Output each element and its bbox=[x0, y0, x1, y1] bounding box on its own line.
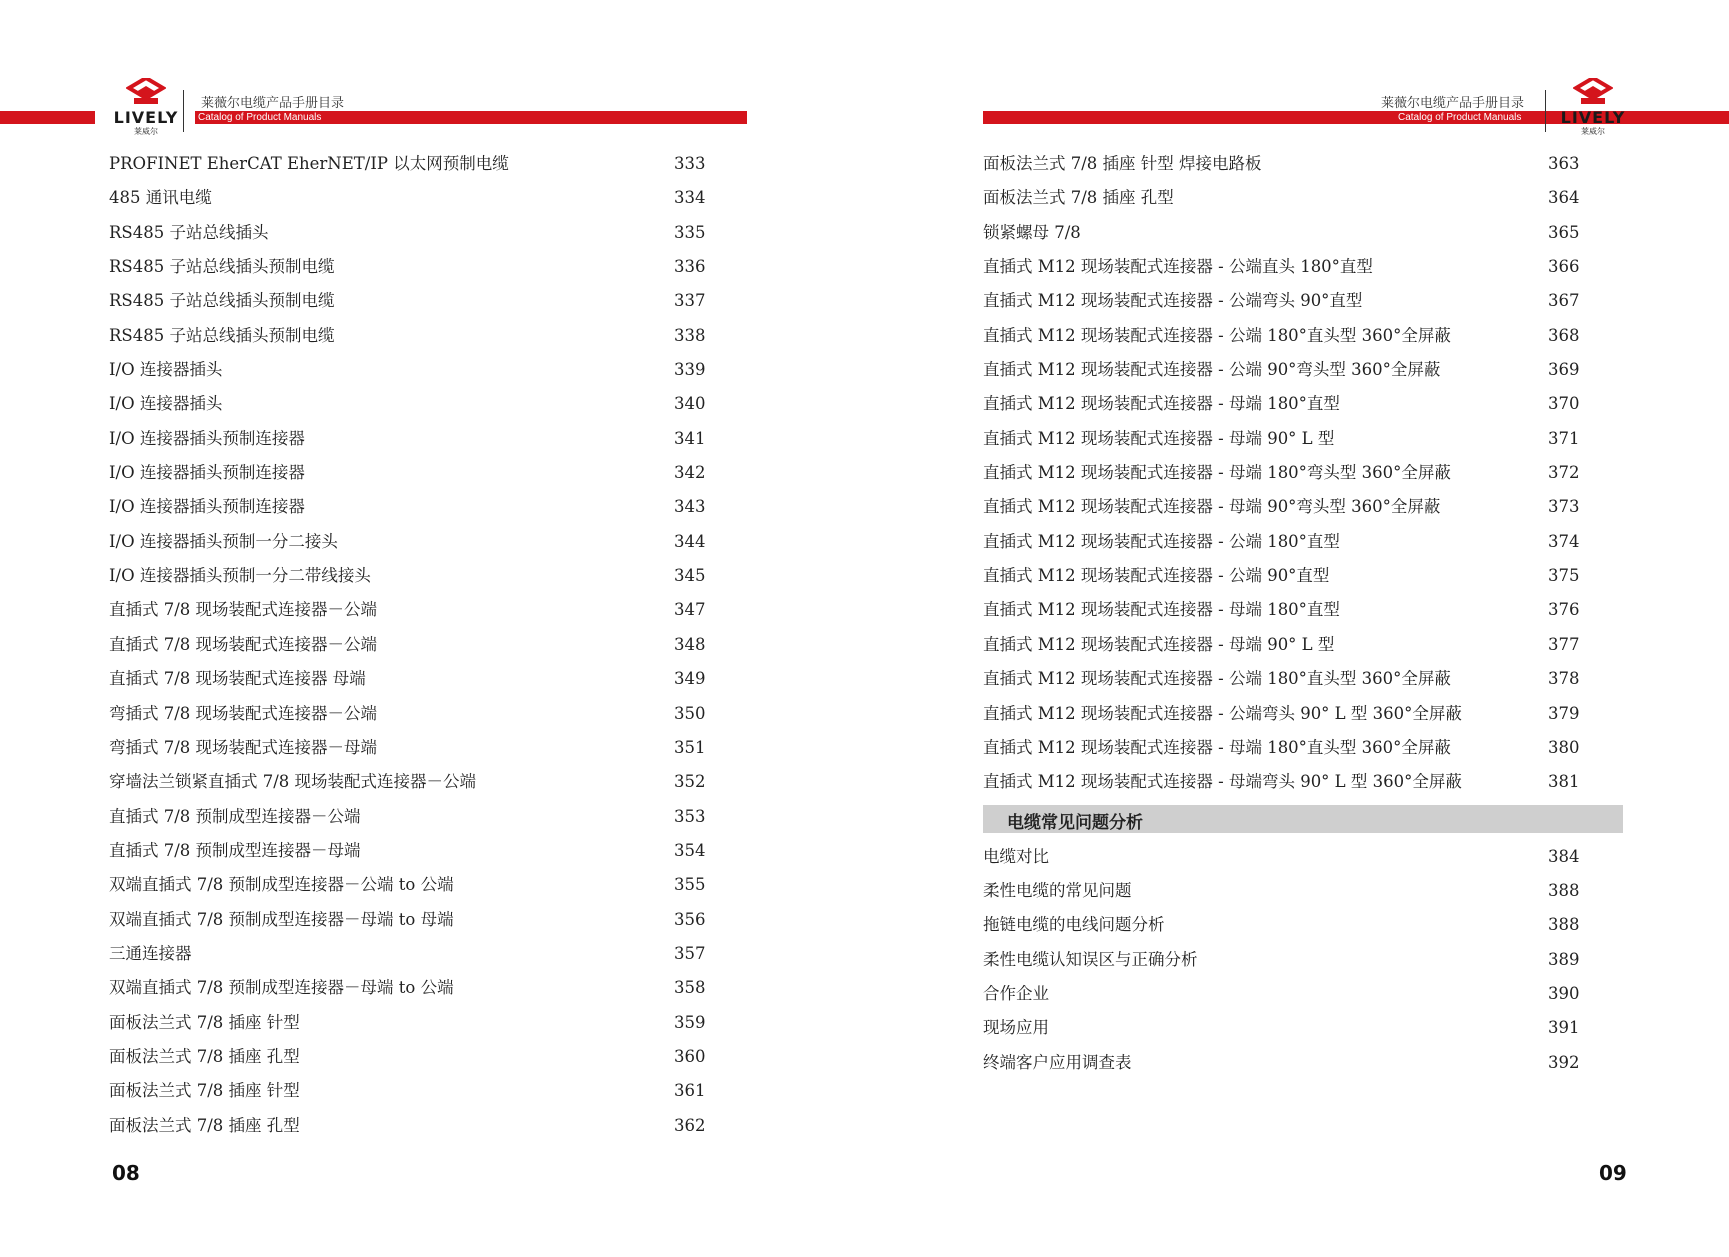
toc-entry-title: 面板法兰式 7/8 插座 针型 bbox=[109, 1012, 300, 1032]
logo-word: LIVELY bbox=[1560, 108, 1626, 127]
toc-entry-title: 面板法兰式 7/8 插座 针型 bbox=[109, 1081, 300, 1101]
toc-entry[interactable] bbox=[109, 904, 709, 938]
header-red-bar bbox=[983, 111, 1653, 124]
toc-list bbox=[109, 148, 709, 1144]
toc-entry-title: 直插式 M12 现场装配式连接器 - 母端 90° L 型 bbox=[983, 428, 1335, 448]
header-title-en: Catalog of Product Manuals bbox=[198, 112, 322, 123]
toc-entry[interactable] bbox=[983, 663, 1623, 697]
toc-entry-page: 340 bbox=[674, 394, 706, 414]
toc-entry-page: 359 bbox=[674, 1012, 706, 1032]
toc-entry-page: 343 bbox=[674, 497, 706, 517]
toc-entry-page: 337 bbox=[674, 291, 706, 311]
toc-entry-page: 354 bbox=[674, 840, 706, 860]
toc-entry[interactable] bbox=[983, 491, 1623, 525]
toc-entry[interactable] bbox=[109, 285, 709, 319]
toc-entry-title: 直插式 7/8 现场装配式连接器 母端 bbox=[109, 669, 366, 689]
toc-entry[interactable] bbox=[109, 182, 709, 216]
toc-entry[interactable] bbox=[109, 938, 709, 972]
toc-list bbox=[983, 148, 1623, 1081]
toc-entry-title: 直插式 7/8 预制成型连接器－公端 bbox=[109, 806, 361, 826]
toc-entry-title: 终端客户应用调查表 bbox=[983, 1052, 1132, 1072]
toc-entry-page: 371 bbox=[1548, 428, 1580, 448]
toc-entry[interactable] bbox=[983, 285, 1623, 319]
right-page bbox=[865, 0, 1729, 1257]
toc-entry-title: RS485 子站总线插头预制电缆 bbox=[109, 291, 335, 311]
toc-entry-title: 面板法兰式 7/8 插座 孔型 bbox=[109, 1115, 300, 1135]
toc-entry[interactable] bbox=[983, 875, 1623, 909]
toc-entry-title: 直插式 M12 现场装配式连接器 - 母端 180°直头型 360°全屏蔽 bbox=[983, 737, 1451, 757]
toc-entry[interactable] bbox=[983, 320, 1623, 354]
toc-entry-title: 面板法兰式 7/8 插座 孔型 bbox=[109, 1046, 300, 1066]
brand-logo bbox=[1555, 78, 1631, 134]
toc-entry-page: 384 bbox=[1548, 846, 1580, 866]
toc-entry[interactable] bbox=[109, 491, 709, 525]
toc-entry[interactable] bbox=[983, 148, 1623, 182]
toc-entry-title: 直插式 M12 现场装配式连接器 - 母端 180°直型 bbox=[983, 394, 1340, 414]
left-page bbox=[0, 0, 864, 1257]
toc-entry-page: 380 bbox=[1548, 737, 1580, 757]
toc-entry-title: 弯插式 7/8 现场装配式连接器－公端 bbox=[109, 703, 378, 723]
toc-entry-page: 341 bbox=[674, 428, 706, 448]
toc-entry-page: 365 bbox=[1548, 222, 1580, 242]
toc-entry-title: 柔性电缆的常见问题 bbox=[983, 880, 1132, 900]
toc-entry-page: 376 bbox=[1548, 600, 1580, 620]
toc-entry-title: RS485 子站总线插头 bbox=[109, 222, 269, 242]
header-red-bar bbox=[0, 111, 95, 124]
toc-entry-title: 直插式 M12 现场装配式连接器 - 母端 180°直型 bbox=[983, 600, 1340, 620]
toc-entry-page: 364 bbox=[1548, 188, 1580, 208]
toc-entry-title: I/O 连接器插头预制连接器 bbox=[109, 463, 305, 483]
toc-entry-page: 349 bbox=[674, 669, 706, 689]
toc-entry[interactable] bbox=[983, 560, 1623, 594]
toc-entry-page: 356 bbox=[674, 909, 706, 929]
toc-entry-title: 拖链电缆的电线问题分析 bbox=[983, 915, 1165, 935]
toc-entry-title: 现场应用 bbox=[983, 1018, 1049, 1038]
toc-entry-page: 373 bbox=[1548, 497, 1580, 517]
toc-entry-page: 363 bbox=[1548, 154, 1580, 173]
logo-mark-icon bbox=[126, 78, 166, 108]
toc-entry-title: I/O 连接器插头预制一分二带线接头 bbox=[109, 566, 371, 586]
header-red-bar bbox=[1635, 111, 1729, 124]
toc-entry[interactable] bbox=[109, 1110, 709, 1144]
toc-entry-page: 370 bbox=[1548, 394, 1580, 414]
toc-entry[interactable] bbox=[109, 354, 709, 388]
toc-entry-page: 333 bbox=[674, 154, 706, 173]
toc-entry-title: 双端直插式 7/8 预制成型连接器－母端 to 公端 bbox=[109, 978, 454, 998]
toc-entry-title: 双端直插式 7/8 预制成型连接器－公端 to 公端 bbox=[109, 875, 454, 895]
toc-entry-title: 直插式 M12 现场装配式连接器 - 公端 180°直头型 360°全屏蔽 bbox=[983, 325, 1451, 345]
toc-entry[interactable] bbox=[109, 869, 709, 903]
header-divider bbox=[1545, 90, 1546, 132]
page-number: 09 bbox=[1599, 1161, 1627, 1185]
toc-entry[interactable] bbox=[109, 835, 709, 869]
toc-entry-title: RS485 子站总线插头预制电缆 bbox=[109, 257, 335, 277]
toc-entry-title: I/O 连接器插头 bbox=[109, 394, 223, 414]
toc-entry-page: 351 bbox=[674, 737, 706, 757]
toc-entry-page: 339 bbox=[674, 360, 706, 380]
toc-entry[interactable] bbox=[983, 594, 1623, 628]
toc-entry-page: 374 bbox=[1548, 531, 1580, 551]
toc-entry-title: 直插式 M12 现场装配式连接器 - 公端弯头 90° L 型 360°全屏蔽 bbox=[983, 703, 1462, 723]
toc-entry-title: I/O 连接器插头 bbox=[109, 360, 223, 380]
toc-entry-page: 379 bbox=[1548, 703, 1580, 723]
toc-entry-page: 389 bbox=[1548, 949, 1580, 969]
toc-entry-page: 381 bbox=[1548, 772, 1580, 792]
toc-entry-title: 直插式 M12 现场装配式连接器 - 母端 90° L 型 bbox=[983, 634, 1335, 654]
toc-entry-title: 直插式 7/8 预制成型连接器－母端 bbox=[109, 840, 361, 860]
toc-entry-title: 三通连接器 bbox=[109, 943, 192, 963]
toc-entry-page: 369 bbox=[1548, 360, 1580, 380]
toc-entry-title: I/O 连接器插头预制一分二接头 bbox=[109, 531, 338, 551]
toc-entry-page: 375 bbox=[1548, 566, 1580, 586]
toc-entry[interactable] bbox=[983, 423, 1623, 457]
logo-word: LIVELY bbox=[113, 108, 179, 127]
toc-entry[interactable] bbox=[109, 148, 709, 182]
toc-entry[interactable] bbox=[983, 251, 1623, 285]
toc-entry-title: I/O 连接器插头预制连接器 bbox=[109, 497, 305, 517]
header-divider bbox=[183, 90, 184, 132]
toc-entry-title: 穿墙法兰锁紧直插式 7/8 现场装配式连接器－公端 bbox=[109, 772, 477, 792]
toc-entry[interactable] bbox=[109, 801, 709, 835]
toc-entry-title: 直插式 M12 现场装配式连接器 - 公端 180°直型 bbox=[983, 531, 1340, 551]
toc-entry-title: 直插式 M12 现场装配式连接器 - 母端弯头 90° L 型 360°全屏蔽 bbox=[983, 772, 1462, 792]
header-title-cn: 莱薇尔电缆产品手册目录 bbox=[1381, 96, 1525, 111]
toc-entry-page: 388 bbox=[1548, 915, 1580, 935]
toc-entry[interactable] bbox=[983, 909, 1623, 943]
toc-entry-title: 柔性电缆认知误区与正确分析 bbox=[983, 949, 1198, 969]
toc-entry-title: 合作企业 bbox=[983, 983, 1049, 1003]
toc-entry[interactable] bbox=[983, 944, 1623, 978]
toc-entry-page: 362 bbox=[674, 1115, 706, 1135]
toc-entry-title: 直插式 7/8 现场装配式连接器－公端 bbox=[109, 600, 378, 620]
toc-entry-page: 377 bbox=[1548, 634, 1580, 654]
toc-entry[interactable] bbox=[109, 320, 709, 354]
toc-entry[interactable] bbox=[983, 732, 1623, 766]
toc-entry[interactable] bbox=[983, 526, 1623, 560]
toc-entry[interactable] bbox=[983, 629, 1623, 663]
toc-entry-title: 485 通讯电缆 bbox=[109, 188, 212, 208]
toc-entry[interactable] bbox=[109, 698, 709, 732]
page-number: 08 bbox=[112, 1161, 140, 1185]
toc-entry[interactable] bbox=[983, 217, 1623, 251]
toc-entry-page: 338 bbox=[674, 325, 706, 345]
toc-entry[interactable] bbox=[983, 457, 1623, 491]
toc-entry-title: 面板法兰式 7/8 插座 针型 焊接电路板 bbox=[983, 154, 1262, 173]
logo-subtitle: 莱威尔 bbox=[134, 127, 158, 136]
toc-entry-title: 直插式 M12 现场装配式连接器 - 公端 180°直头型 360°全屏蔽 bbox=[983, 669, 1451, 689]
brand-logo bbox=[108, 78, 184, 134]
toc-entry[interactable] bbox=[983, 766, 1623, 800]
toc-entry-title: 弯插式 7/8 现场装配式连接器－母端 bbox=[109, 737, 378, 757]
header-title-en: Catalog of Product Manuals bbox=[1398, 112, 1522, 123]
toc-entry[interactable] bbox=[109, 663, 709, 697]
toc-entry-title: I/O 连接器插头预制连接器 bbox=[109, 428, 305, 448]
toc-entry-page: 360 bbox=[674, 1046, 706, 1066]
toc-entry[interactable] bbox=[109, 251, 709, 285]
toc-entry[interactable] bbox=[983, 1012, 1623, 1046]
toc-entry-page: 372 bbox=[1548, 463, 1580, 483]
toc-entry[interactable] bbox=[109, 217, 709, 251]
toc-entry-page: 368 bbox=[1548, 325, 1580, 345]
toc-entry-title: 直插式 M12 现场装配式连接器 - 公端 90°弯头型 360°全屏蔽 bbox=[983, 360, 1441, 380]
toc-entry-title: 锁紧螺母 7/8 bbox=[983, 222, 1081, 242]
toc-entry-title: PROFINET EherCAT EherNET/IP 以太网预制电缆 bbox=[109, 154, 509, 173]
toc-entry[interactable] bbox=[109, 1007, 709, 1041]
toc-entry-title: RS485 子站总线插头预制电缆 bbox=[109, 325, 335, 345]
toc-entry[interactable] bbox=[109, 972, 709, 1006]
toc-entry-page: 390 bbox=[1548, 983, 1580, 1003]
toc-entry-title: 直插式 M12 现场装配式连接器 - 公端直头 180°直型 bbox=[983, 257, 1373, 277]
toc-entry-page: 344 bbox=[674, 531, 706, 551]
toc-entry-page: 392 bbox=[1548, 1052, 1580, 1072]
logo-mark-icon bbox=[1573, 78, 1613, 108]
toc-entry-title: 电缆对比 bbox=[983, 846, 1049, 866]
toc-entry[interactable] bbox=[109, 457, 709, 491]
toc-entry-page: 342 bbox=[674, 463, 706, 483]
toc-entry[interactable] bbox=[109, 1041, 709, 1075]
toc-entry[interactable] bbox=[983, 1047, 1623, 1081]
toc-entry-page: 334 bbox=[674, 188, 706, 208]
toc-entry-page: 361 bbox=[674, 1081, 706, 1101]
toc-entry[interactable] bbox=[109, 560, 709, 594]
toc-entry[interactable] bbox=[109, 594, 709, 628]
toc-entry[interactable] bbox=[983, 841, 1623, 875]
toc-entry-title: 直插式 M12 现场装配式连接器 - 母端 180°弯头型 360°全屏蔽 bbox=[983, 463, 1451, 483]
toc-entry[interactable] bbox=[109, 732, 709, 766]
toc-entry[interactable] bbox=[983, 354, 1623, 388]
toc-entry[interactable] bbox=[109, 766, 709, 800]
toc-entry-page: 391 bbox=[1548, 1018, 1580, 1038]
toc-entry[interactable] bbox=[109, 423, 709, 457]
toc-entry-page: 348 bbox=[674, 634, 706, 654]
toc-entry-page: 335 bbox=[674, 222, 706, 242]
toc-entry[interactable] bbox=[983, 978, 1623, 1012]
toc-entry-title: 双端直插式 7/8 预制成型连接器－母端 to 母端 bbox=[109, 909, 454, 929]
toc-entry[interactable] bbox=[109, 526, 709, 560]
toc-entry-page: 345 bbox=[674, 566, 706, 586]
toc-entry-page: 350 bbox=[674, 703, 706, 723]
toc-entry-page: 352 bbox=[674, 772, 706, 792]
toc-entry-title: 面板法兰式 7/8 插座 孔型 bbox=[983, 188, 1174, 208]
toc-entry-title: 直插式 M12 现场装配式连接器 - 公端弯头 90°直型 bbox=[983, 291, 1363, 311]
toc-entry-page: 355 bbox=[674, 875, 706, 895]
toc-entry-title: 直插式 M12 现场装配式连接器 - 母端 90°弯头型 360°全屏蔽 bbox=[983, 497, 1441, 517]
toc-entry[interactable] bbox=[983, 182, 1623, 216]
toc-entry[interactable] bbox=[983, 698, 1623, 732]
toc-entry-page: 357 bbox=[674, 943, 706, 963]
logo-subtitle: 莱威尔 bbox=[1581, 127, 1605, 136]
toc-entry-page: 347 bbox=[674, 600, 706, 620]
toc-entry-page: 378 bbox=[1548, 669, 1580, 689]
toc-entry-page: 358 bbox=[674, 978, 706, 998]
toc-entry[interactable] bbox=[109, 629, 709, 663]
toc-entry-page: 336 bbox=[674, 257, 706, 277]
section-title: 电缆常见问题分析 bbox=[1007, 812, 1143, 833]
header-title-cn: 莱薇尔电缆产品手册目录 bbox=[201, 96, 345, 111]
toc-entry-page: 353 bbox=[674, 806, 706, 826]
toc-entry-title: 直插式 M12 现场装配式连接器 - 公端 90°直型 bbox=[983, 566, 1330, 586]
toc-entry[interactable] bbox=[983, 388, 1623, 422]
toc-entry[interactable] bbox=[109, 1075, 709, 1109]
toc-entry[interactable] bbox=[109, 388, 709, 422]
section-header bbox=[983, 805, 1623, 833]
toc-entry-title: 直插式 7/8 现场装配式连接器－公端 bbox=[109, 634, 378, 654]
toc-entry-page: 367 bbox=[1548, 291, 1580, 311]
toc-entry-page: 388 bbox=[1548, 880, 1580, 900]
toc-entry-page: 366 bbox=[1548, 257, 1580, 277]
